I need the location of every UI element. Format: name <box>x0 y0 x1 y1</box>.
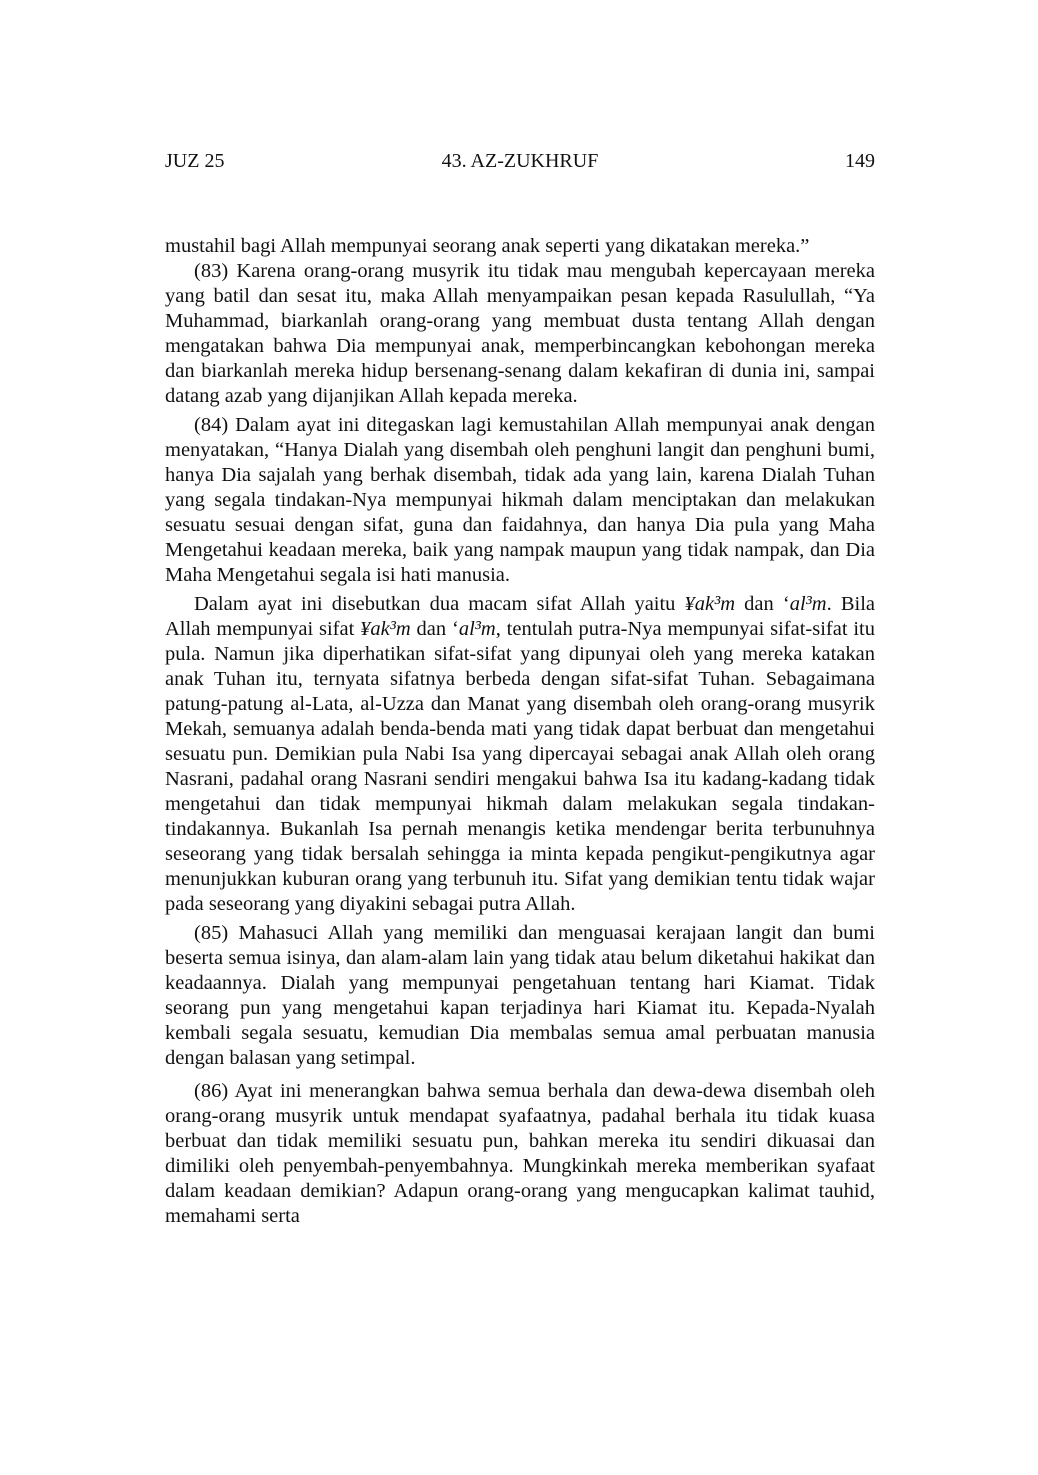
paragraph-sifat-allah <box>165 592 875 917</box>
page-number: 149 <box>845 150 875 172</box>
page-header <box>165 146 875 176</box>
paragraph-verse-83: (83) Karena orang-orang musyrik itu tidak mau mengubah kepercayaan mereka yang batil dan sesat itu, maka Allah menyampaikan pesan kepada Rasulullah, “Ya Muhammad, biarkanlah orang-orang yang membuat dusta tentang Allah dengan mengatakan bahwa Dia mempunyai anak, memperbincangkan kebohongan mereka dan biarkanlah mereka hidup bersenang-senang dalam kekafiran di dunia ini, sampai datang azab yang dijanjikan Allah kepada mereka. <box>165 260 875 407</box>
paragraph-verse-85: (85) Mahasuci Allah yang memiliki dan menguasai kerajaan langit dan bumi beserta semua isinya, dan alam-alam lain yang tidak atau belum diketahui hakikat dan keadaannya. Dialah yang mempunyai pengetahuan tentang hari Kiamat. Tidak seorang pun yang mengetahui kapan terjadinya hari Kiamat itu. Kepada-Nyalah kembali segala sesuatu, kemudian Dia membalas semua amal perbuatan manusia dengan balasan yang setimpal. <box>165 922 875 1069</box>
text-segment: , tentulah putra-Nya mempunyai sifat-sifat itu pula. Namun jika diperhatikan sifat-sifat yang dipunyai oleh yang mereka katakan anak Tuhan itu, ternyata sifatnya berbeda dengan sifat-sifat Tuhan. Sebagaimana patung-patung al-Lata, al-Uzza dan Manat yang disembah oleh orang-orang musyrik Mekah, semuanya adalah benda-benda mati yang tidak dapat berbuat dan mengetahui sesuatu pun. Demikian pula Nabi Isa yang dipercayai sebagai anak Allah oleh orang Nasrani, padahal orang Nasrani sendiri mengakui bahwa Isa itu kadang-kadang tidak mengetahui dan tidak mempunyai hikmah dalam melakukan segala tindakan-tindakannya. Bukanlah Isa pernah menangis ketika mendengar berita terbunuhnya seseorang yang tidak bersalah sehingga ia minta kepada pengikut-pengikutnya agar menunjukkan kuburan orang yang terbunuh itu. Sifat yang demikian tentu tidak wajar pada seseorang yang diyakini sebagai putra Allah. <box>165 618 875 915</box>
text-segment: Dalam ayat ini disebutkan dua macam sifat Allah yaitu <box>194 593 685 615</box>
text-segment: dan ‘ <box>410 618 459 640</box>
term-alim: al³m <box>458 618 496 640</box>
term-hakim: ¥ak³m <box>360 618 411 640</box>
term-alim: al³m <box>789 593 827 615</box>
text-segment: . Bila Allah mempunyai sifat <box>165 593 875 640</box>
paragraph-continuation: mustahil bagi Allah mempunyai seorang anak seperti yang dikatakan mereka.” <box>165 235 810 257</box>
paragraph-verse-84: (84) Dalam ayat ini ditegaskan lagi kemustahilan Allah mempunyai anak dengan menyatakan, “Hanya Dialah yang disembah oleh penghuni langit dan penghuni bumi, hanya Dia sajalah yang berhak disembah, tidak ada yang lain, karena Dialah Tuhan yang segala tindakan-Nya mempunyai hikmah dalam menciptakan dan melakukan sesuatu sesuai dengan sifat, guna dan faidahnya, dan hanya Dia pula yang Maha Mengetahui keadaan mereka, baik yang nampak maupun yang tidak nampak, dan Dia Maha Mengetahui segala isi hati manusia. <box>165 414 875 586</box>
term-hakim: ¥ak³m <box>684 593 736 615</box>
paragraph-verse-86: (86) Ayat ini menerangkan bahwa semua berhala dan dewa-dewa disembah oleh orang-orang musyrik untuk mendapat syafaatnya, padahal berhala itu tidak kuasa berbuat dan tidak memiliki sesuatu pun, bahkan mereka itu sendiri dikuasai dan dimiliki oleh penyembah-penyembahnya. Mungkinkah mereka memberikan syafaat dalam keadaan demikian? Adapun orang-orang yang mengucapkan kalimat tauhid, memahami serta <box>165 1080 875 1227</box>
text-segment: dan ‘ <box>735 593 790 615</box>
body-text <box>165 234 875 1229</box>
surah-title: 43. AZ-ZUKHRUF <box>441 150 599 172</box>
juz-label: JUZ 25 <box>165 150 225 172</box>
